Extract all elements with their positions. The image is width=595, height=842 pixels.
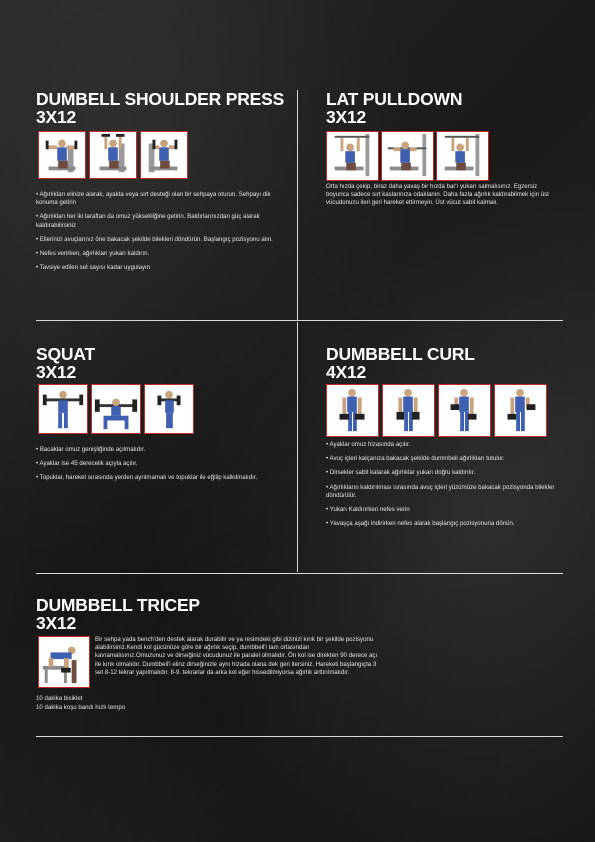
list-item: • Ağırlıkları her iki taraftan da omuz yüksekliğine getirin. Baldırlarınızdan güç alarak kaldırabilirsiniz — [36, 213, 260, 229]
cardio-note: 10 dakika bisiklet — [36, 695, 83, 702]
cardio-note: 10 dakika koşu bandı hızlı tempo — [36, 704, 126, 711]
list-item: • Ayaklar omuz hizasında açılır. — [326, 441, 411, 448]
exercise-illustration — [326, 384, 379, 437]
list-item: • Yukarı Kaldırırken nefes verin — [326, 506, 410, 514]
section-title: LAT PULLDOWN — [326, 89, 463, 109]
instruction-list — [326, 441, 558, 528]
vertical-divider-top — [297, 90, 298, 320]
section-squat — [36, 345, 292, 489]
section-sets-reps: 4X12 — [326, 362, 367, 382]
list-item: • Ağırlıkların kaldırılması sırasında avuç içleri yüzümüze bakacak pozisyonda bilekler döndürülür. — [326, 483, 555, 499]
exercise-illustration — [38, 636, 90, 688]
list-item: • Ağırlıkları elinize alarak, ayakta veya sırt desteği olan bir sehpaya oturun. Sehpayı dik konuma getirin — [36, 191, 271, 207]
vertical-divider-middle — [297, 322, 298, 572]
exercise-illustrations — [326, 384, 558, 437]
exercise-description: Orta hızda çekip, biraz daha yavaş bir hızda bar'ı yukarı salmalısınız. Egzersiz boyunca sadece sırt kaslarınıza odaklanın. Daha fazla ağırlık kaldırabilmek için üst vücudunuzu ileri geri hareket ettirmeyin. Üst vücut sabit kalmalı. — [326, 183, 549, 207]
exercise-illustration — [38, 131, 86, 179]
exercise-illustration — [38, 384, 88, 434]
horizontal-divider-2 — [36, 573, 563, 574]
exercise-illustration — [438, 384, 491, 437]
instruction-list — [36, 446, 292, 483]
list-item: • Tavsiye edilen set sayısı kadar uygulayın — [36, 264, 151, 272]
section-sets-reps: 3X12 — [36, 362, 77, 382]
exercise-illustration — [326, 131, 379, 181]
list-item: • Dirsekler sabit kalarak ağırlıklar yukarı doğru kaldırılır. — [326, 469, 476, 477]
exercise-illustration — [89, 131, 137, 179]
exercise-illustration — [381, 131, 434, 181]
list-item: • Yavaşça aşağı indirirken nefes alarak başlangıç pozisyonuna dönün. — [326, 520, 515, 528]
exercise-illustrations — [326, 131, 558, 181]
section-title: SQUAT — [36, 344, 95, 364]
exercise-illustration — [436, 131, 489, 181]
list-item: • Ayaklar ise 45 derecelik açıyla açılır. — [36, 460, 138, 468]
list-item: • Avuç içleri kalçanıza bakacak şekilde dummbell ağırlıkları tutulur. — [326, 455, 505, 463]
list-item: • Nefes verirken, ağırlıkları yukarı kaldırın. — [36, 250, 150, 258]
section-dumbbell-curl — [326, 345, 558, 534]
horizontal-divider-3 — [36, 736, 563, 737]
exercise-illustration — [382, 384, 435, 437]
section-title: DUMBBELL TRICEP — [36, 595, 200, 615]
section-sets-reps: 3X12 — [326, 107, 367, 127]
horizontal-divider-1 — [36, 320, 563, 321]
exercise-description: Bir sehpa yada bench'den destek alarak durabilir ve ya resimdeki gibi dizinizi kırık bir şekilde pozisyonu alabilirsiniz.Kendi kol gücünüze göre bir ağırlık seçip, dumbbell'i tam ortasından kavramalısınız.Omuzunuz ve dirseğiniz vücudunuz ile paralel olmalıdır. Ön kol ise direkten 90 derece açı ile kırık olmalıdır. Dumbbell'i elinz dirseğinizle aynı hizada olana dek geri itersiniz. Hareketi başlangıçta 3 set 8-12 tekrar yapılmalıdır. 8-9. tekrarlar da arka kol eğer hissedilmiyorsa ağırlık arttırılmalıdır. — [95, 636, 378, 676]
section-sets-reps: 3X12 — [36, 613, 77, 633]
section-sets-reps: 3X12 — [36, 107, 77, 127]
exercise-illustration — [91, 384, 141, 434]
list-item: • Topuklar, hareket sırasında yerden ayrılmamalı ve topuklar ile eğilip kalkılmalıdır. — [36, 474, 258, 482]
list-item: • Ellerinizi avuçlarınız öne bakacak şekilde bilekleri döndürün. Başlangıç pozisyonu alın. — [36, 235, 273, 243]
section-title: DUMBELL SHOULDER PRESS — [36, 89, 285, 109]
exercise-illustration — [140, 131, 188, 179]
section-title: DUMBBELL CURL — [326, 344, 475, 364]
instruction-list — [36, 191, 286, 272]
section-lat-pulldown — [326, 90, 558, 208]
section-dumbbell-tricep — [36, 596, 556, 632]
exercise-illustrations — [38, 131, 288, 179]
exercise-illustrations — [38, 384, 292, 434]
section-shoulder-press — [36, 90, 288, 278]
exercise-illustration — [144, 384, 194, 434]
exercise-illustration — [494, 384, 547, 437]
list-item: • Bacaklar omuz genişliğinde açılmalıdır. — [36, 446, 146, 453]
